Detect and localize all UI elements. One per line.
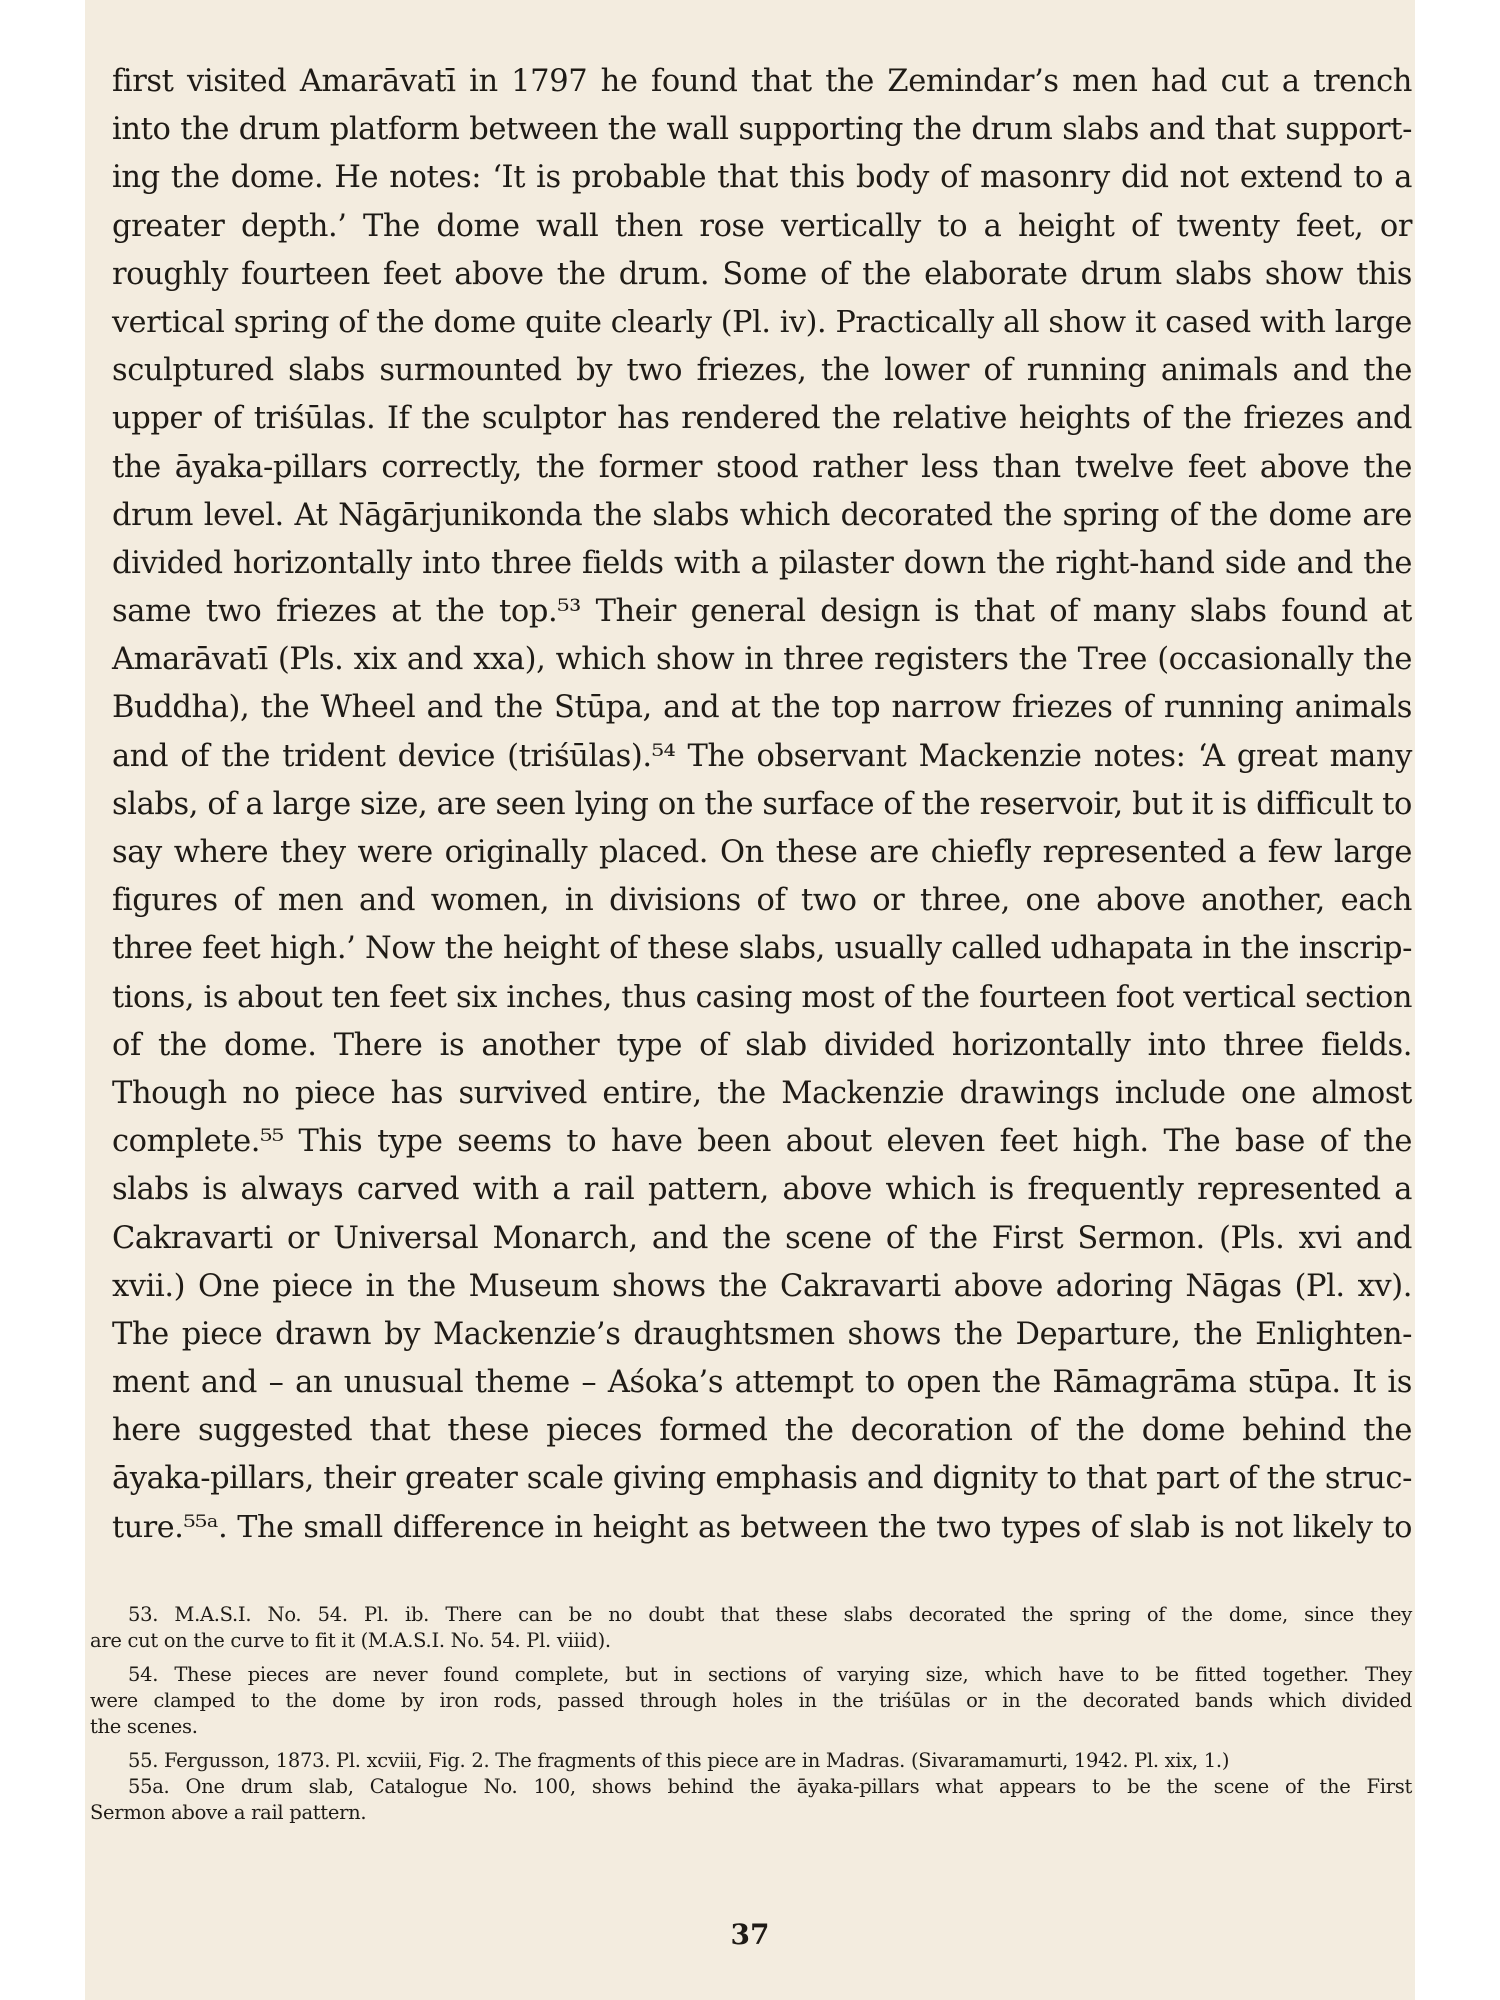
- body-line: ing the dome. He notes: ‘It is probable that this body of masonry did not extend to a: [112, 160, 1412, 196]
- body-line: The piece drawn by Mackenzie’s draughtsmen shows the Departure, the Enlighten-: [112, 1316, 1412, 1352]
- footnote-53-cont: are cut on the curve to fit it (M.A.S.I. No. 54. Pl. viiid).: [90, 1629, 611, 1652]
- body-line: and of the trident device (triśūlas).⁵⁴ The observant Mackenzie notes: ‘A great many: [112, 738, 1412, 774]
- footnote-55: 55. Fergusson, 1873. Pl. xcviii, Fig. 2. The fragments of this piece are in Madras. (Sivaramamurti, 1942. Pl. xix, 1.): [128, 1749, 1230, 1772]
- body-line: three feet high.’ Now the height of these slabs, usually called udhapata in the inscrip-: [112, 931, 1412, 967]
- body-line: the āyaka-pillars correctly, the former stood rather less than twelve feet above the: [112, 449, 1412, 485]
- body-line: āyaka-pillars, their greater scale giving emphasis and dignity to that part of the struc-: [112, 1461, 1412, 1497]
- footnote-53: 53. M.A.S.I. No. 54. Pl. ib. There can be no doubt that these slabs decorated the spring of the dome, since they: [128, 1603, 1412, 1626]
- book-page: [85, 0, 1415, 2000]
- body-line: vertical spring of the dome quite clearly (Pl. iv). Practically all show it cased with large: [112, 304, 1412, 340]
- body-text: [112, 58, 1412, 1552]
- body-line: ture.⁵⁵ᵃ. The small difference in height as between the two types of slab is not likely to: [112, 1509, 1412, 1545]
- body-line: slabs, of a large size, are seen lying on the surface of the reservoir, but it is difficult to: [112, 786, 1412, 822]
- body-line: Though no piece has survived entire, the Mackenzie drawings include one almost: [112, 1075, 1412, 1111]
- footnote-54-cont: were clamped to the dome by iron rods, passed through holes in the triśūlas or in the decorated bands which divided: [90, 1689, 1412, 1712]
- footnote-55a-cont: Sermon above a rail pattern.: [90, 1801, 367, 1824]
- body-line: figures of men and women, in divisions of two or three, one above another, each: [112, 883, 1412, 919]
- body-line: Buddha), the Wheel and the Stūpa, and at the top narrow friezes of running animals: [112, 690, 1412, 726]
- footnote-54-end: the scenes.: [90, 1715, 198, 1738]
- body-line: complete.⁵⁵ This type seems to have been about eleven feet high. The base of the: [112, 1124, 1412, 1160]
- body-line: of the dome. There is another type of slab divided horizontally into three fields.: [112, 1027, 1412, 1063]
- footnotes: [90, 1602, 1412, 1826]
- body-line: ment and – an unusual theme – Aśoka’s attempt to open the Rāmagrāma stūpa. It is: [112, 1365, 1412, 1401]
- footnote-55a: 55a. One drum slab, Catalogue No. 100, shows behind the āyaka-pillars what appears to be the scene of the First: [128, 1775, 1412, 1798]
- body-line: slabs is always carved with a rail pattern, above which is frequently represented a: [112, 1172, 1412, 1208]
- body-line: divided horizontally into three fields with a pilaster down the right-hand side and the: [112, 545, 1412, 581]
- body-line: sculptured slabs surmounted by two friezes, the lower of running animals and the: [112, 353, 1412, 389]
- body-line: roughly fourteen feet above the drum. Some of the elaborate drum slabs show this: [112, 256, 1412, 292]
- body-line: Amarāvatī (Pls. xix and xxa), which show in three registers the Tree (occasionally the: [112, 642, 1412, 678]
- body-line: say where they were originally placed. On these are chiefly represented a few large: [112, 835, 1412, 870]
- body-line: upper of triśūlas. If the sculptor has rendered the relative heights of the friezes and: [112, 401, 1412, 437]
- footnote-54: 54. These pieces are never found complete, but in sections of varying size, which have to be fitted together. They: [128, 1663, 1412, 1686]
- body-line: here suggested that these pieces formed the decoration of the dome behind the: [112, 1413, 1412, 1449]
- page-number: 37: [730, 1918, 770, 1951]
- body-line: into the drum platform between the wall supporting the drum slabs and that support-: [112, 112, 1412, 148]
- body-line: drum level. At Nāgārjunikonda the slabs which decorated the spring of the dome are: [112, 497, 1412, 533]
- body-line: xvii.) One piece in the Museum shows the Cakravarti above adoring Nāgas (Pl. xv).: [112, 1268, 1412, 1304]
- body-line: tions, is about ten feet six inches, thus casing most of the fourteen foot vertical section: [112, 979, 1412, 1015]
- body-line: same two friezes at the top.⁵³ Their general design is that of many slabs found at: [112, 594, 1412, 630]
- body-line: greater depth.’ The dome wall then rose vertically to a height of twenty feet, or: [112, 208, 1412, 244]
- body-line: first visited Amarāvatī in 1797 he found that the Zemindar’s men had cut a trench: [112, 64, 1412, 99]
- body-line: Cakravarti or Universal Monarch, and the scene of the First Sermon. (Pls. xvi and: [112, 1220, 1412, 1256]
